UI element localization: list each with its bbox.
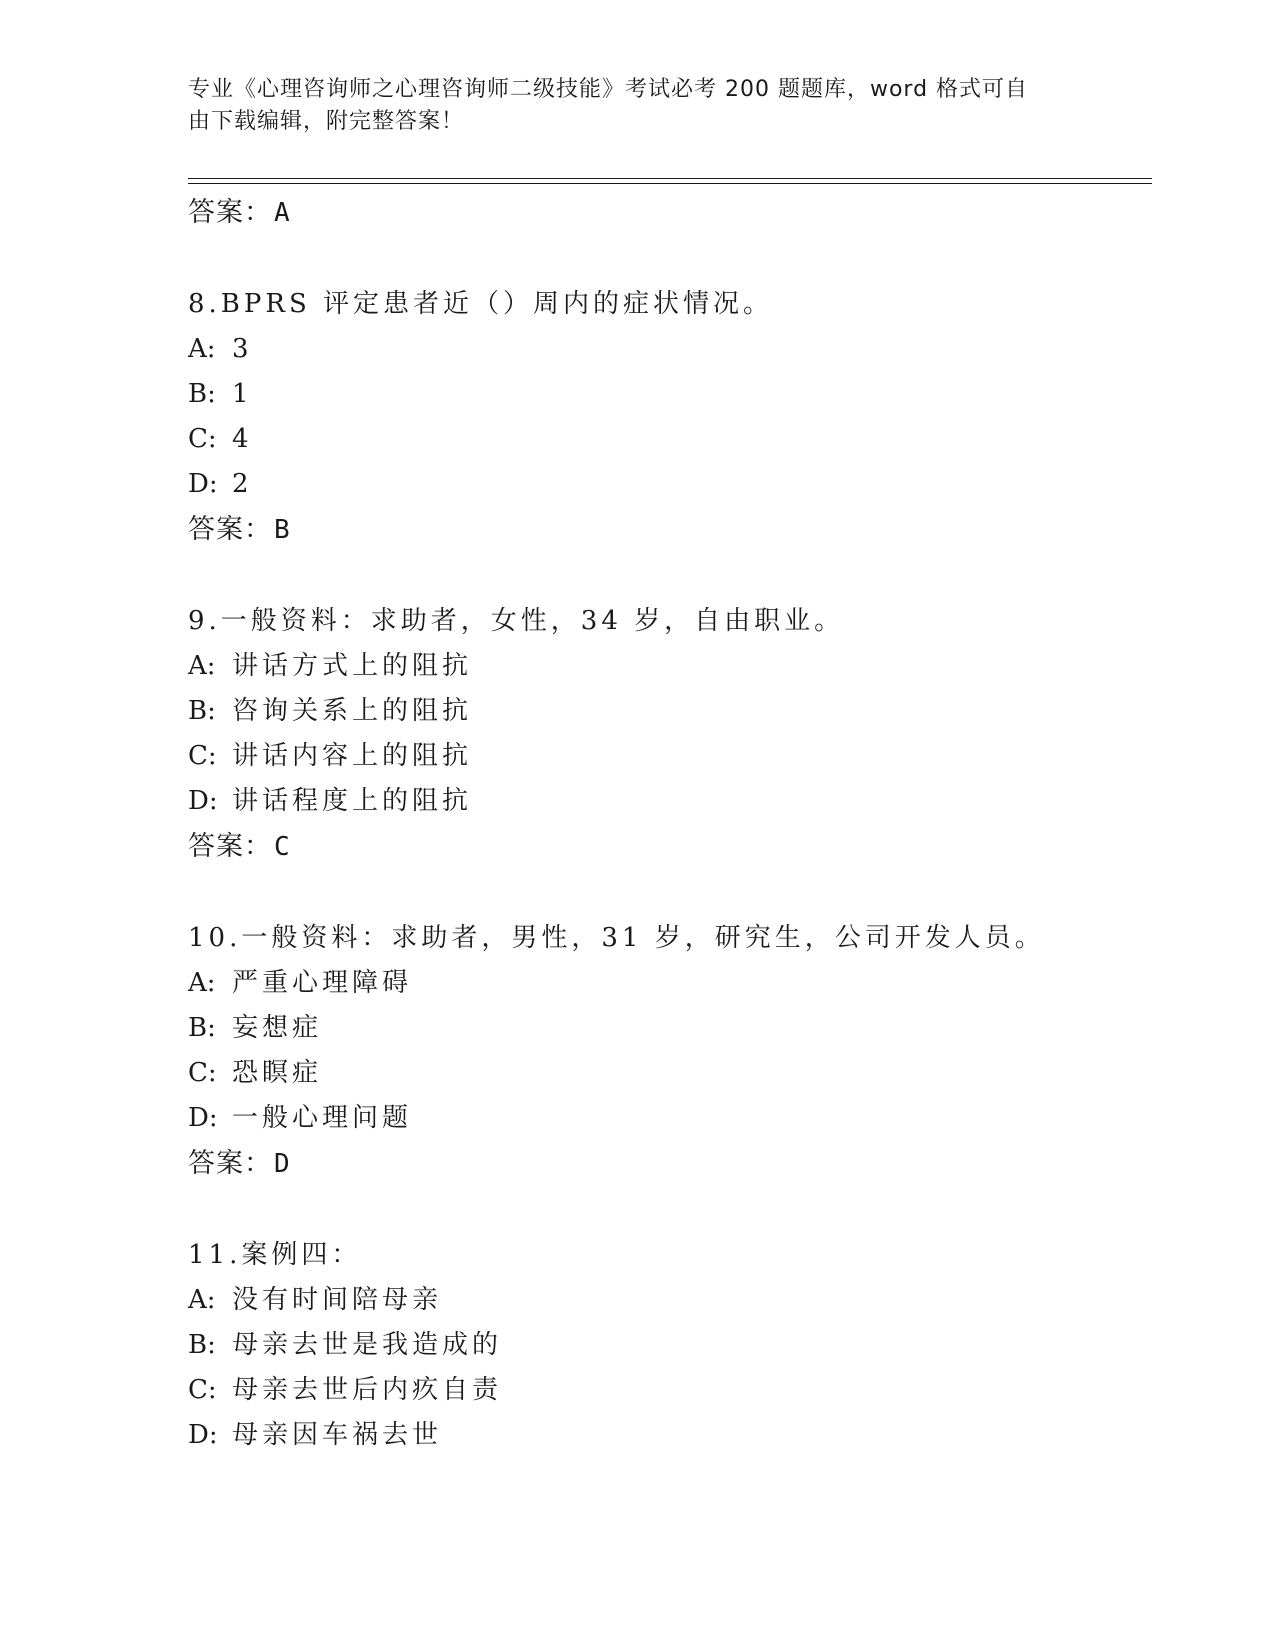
header-line-2: 由下载编辑，附完整答案！ (188, 109, 465, 134)
option-a (188, 644, 1152, 689)
option-a (188, 327, 1152, 372)
option-letter: C: (188, 1058, 217, 1088)
option-text: 恐瞑症 (232, 1058, 323, 1088)
option-letter: D: (188, 469, 218, 499)
question-title: 8.BPRS 评定患者近（）周内的症状情况。 (188, 289, 774, 319)
answer-value: C (274, 832, 291, 862)
option-d (188, 779, 1152, 824)
option-text: 讲话程度上的阻抗 (232, 786, 473, 816)
answer-label: 答案： (188, 514, 272, 545)
answer-line (188, 824, 1152, 869)
option-b (188, 1323, 1152, 1368)
answer-line (188, 507, 1152, 552)
header-divider-bottom (188, 183, 1152, 184)
option-letter: C: (188, 741, 217, 771)
answer-value: B (274, 515, 291, 545)
option-text: 没有时间陪母亲 (232, 1285, 443, 1315)
question-block (188, 599, 1152, 869)
option-a (188, 961, 1152, 1006)
option-text: 咨询关系上的阻抗 (232, 696, 473, 726)
option-b (188, 372, 1152, 417)
question-title: 10.一般资料：求助者，男性，31 岁，研究生，公司开发人员。 (188, 923, 1045, 953)
answer-line (188, 1141, 1152, 1186)
option-d (188, 1413, 1152, 1458)
answer-label: 答案： (188, 831, 272, 862)
option-text: 母亲去世后内疚自责 (232, 1375, 503, 1405)
document-header (188, 74, 1068, 138)
option-letter: A: (188, 334, 216, 364)
option-letter: D: (188, 1103, 218, 1133)
option-c (188, 1368, 1152, 1413)
question-list (188, 190, 1152, 1458)
question-title: 9.一般资料：求助者，女性，34 岁，自由职业。 (188, 606, 845, 636)
option-letter: D: (188, 1420, 218, 1450)
option-text: 一般心理问题 (232, 1103, 413, 1133)
option-text: 讲话方式上的阻抗 (232, 651, 473, 681)
option-letter: A: (188, 1285, 216, 1315)
question-title: 11.案例四： (188, 1240, 362, 1270)
option-text: 4 (232, 424, 253, 454)
option-b (188, 1006, 1152, 1051)
answer-line (188, 190, 1152, 235)
question-block (188, 916, 1152, 1186)
answer-label: 答案： (188, 197, 272, 228)
option-letter: A: (188, 968, 216, 998)
option-text: 妄想症 (232, 1013, 323, 1043)
question-block (188, 282, 1152, 552)
option-text: 2 (232, 469, 253, 499)
option-letter: B: (188, 1330, 216, 1360)
option-letter: D: (188, 786, 218, 816)
question-block (188, 1233, 1152, 1458)
option-a (188, 1278, 1152, 1323)
option-c (188, 1051, 1152, 1096)
option-d (188, 1096, 1152, 1141)
option-text: 3 (232, 334, 253, 364)
option-letter: A: (188, 651, 216, 681)
option-text: 1 (232, 379, 253, 409)
answer-value: A (274, 198, 291, 228)
option-text: 讲话内容上的阻抗 (232, 741, 473, 771)
option-c (188, 734, 1152, 779)
option-text: 严重心理障碍 (232, 968, 413, 998)
option-c (188, 417, 1152, 462)
header-line-1: 专业《心理咨询师之心理咨询师二级技能》考试必考 200 题题库，word 格式可自 (188, 77, 1029, 102)
option-b (188, 689, 1152, 734)
option-letter: C: (188, 1375, 217, 1405)
option-text: 母亲去世是我造成的 (232, 1330, 503, 1360)
answer-label: 答案： (188, 1148, 272, 1179)
option-d (188, 462, 1152, 507)
option-letter: C: (188, 424, 217, 454)
option-letter: B: (188, 696, 216, 726)
header-divider-top (188, 178, 1152, 179)
option-letter: B: (188, 379, 216, 409)
option-letter: B: (188, 1013, 216, 1043)
answer-value: D (274, 1149, 291, 1179)
option-text: 母亲因车祸去世 (232, 1420, 443, 1450)
